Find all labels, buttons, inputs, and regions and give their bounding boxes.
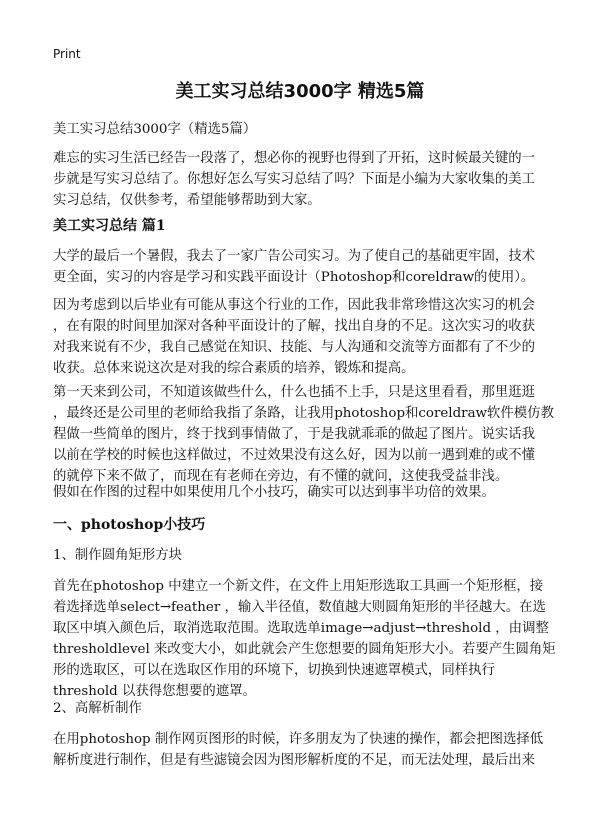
document-subtitle: 美工实习总结3000字（精选5篇） [53,122,257,137]
text-line: 因为考虑到以后毕业有可能从事这个行业的工作，因此我非常珍惜这次实习的机会 [53,298,536,313]
text-line: 收获。总体来说这次是对我的综合素质的培养，锻炼和提高。 [53,361,415,376]
text-line: 更全面，实习的内容是学习和实践平面设计（Photoshop和coreldraw的使用）。 [53,270,535,285]
text-line: 在用photoshop 制作网页图形的时候，许多朋友为了快速的操作，都会把图选择低 [53,732,544,747]
text-line: 实习总结，仅供参考，希望能够帮助到大家。 [53,193,321,208]
paragraph [53,482,550,503]
tips-heading: 一、photoshop小技巧 [53,517,206,533]
text-line: 的就停下来不做了，而现在有老师在旁边，有不懂的就问，这使我受益非浅。 [53,469,509,484]
text-line: 步就是写实习总结了。你想好怎么写实习总结了吗？下面是小编为大家收集的美工 [53,172,536,187]
text-line: 难忘的实习生活已经告一段落了，想必你的视野也得到了开拓，这时候最关键的一 [53,151,536,166]
text-line: 首先在photoshop 中建立一个新文件，在文件上用矩形选取工具画一个矩形框，接 [53,579,544,594]
text-line: 解析度进行制作，但是有些滤镜会因为图形解析度的不足，而无法处理，最后出来 [53,753,536,768]
text-line: 对我来说有不少，我自己感觉在知识、技能、与人沟通和交流等方面都有了不少的 [53,340,536,355]
paragraph [53,295,550,379]
text-line: 取区中填入颜色后，取消选取范围。选取选单image→adjust→threshold ，由调整 [53,621,549,636]
section-heading: 美工实习总结 篇1 [53,218,166,234]
text-line: 第一天来到公司，不知道该做些什么，什么也插不上手，只是这里看看，那里逛逛 [53,385,536,400]
text-line: threshold 以获得您想要的遮罩。 [53,684,256,699]
paragraph [53,382,554,487]
text-line: 着选择选单select→feather ，输入半径值，数值越大则圆角矩形的半径越大。在选 [53,600,546,615]
text-line: 以前在学校的时候也这样做过，不过效果没有这么好，因为以前一遇到难的或不懂 [53,448,536,463]
text-line: 假如在作图的过程中如果使用几个小技巧，确实可以达到事半功倍的效果。 [53,485,495,500]
tip2-heading: 2、高解析制作 [53,701,142,716]
text-line: 大学的最后一个暑假，我去了一家广告公司实习。为了使自己的基础更牢固，技术 [53,249,536,264]
tip2-paragraph [53,729,550,771]
tip1-heading: 1、制作圆角矩形方块 [53,548,183,563]
text-line: thresholdlevel 来改变大小，如此就会产生您想要的圆角矩形大小。若要产生圆角矩 [53,642,556,657]
text-line: 形的选取区，可以在选取区作用的环境下，切换到快速遮罩模式，同样执行 [53,663,495,678]
text-line: 程做一些简单的图片，终于找到事情做了，于是我就乖乖的做起了图片。说实话我 [53,427,536,442]
print-label: Print [53,47,81,61]
document-title: 美工实习总结3000字 精选5篇 [175,81,425,102]
paragraph [53,246,550,288]
tip1-paragraph [53,576,556,702]
text-line: ，在有限的时间里加深对各种平面设计的了解，找出自身的不足。这次实习的收获 [53,319,536,334]
intro-paragraph [53,148,550,211]
text-line: ，最终还是公司里的老师给我指了条路，让我用photoshop和coreldraw软件模仿教 [53,406,554,421]
